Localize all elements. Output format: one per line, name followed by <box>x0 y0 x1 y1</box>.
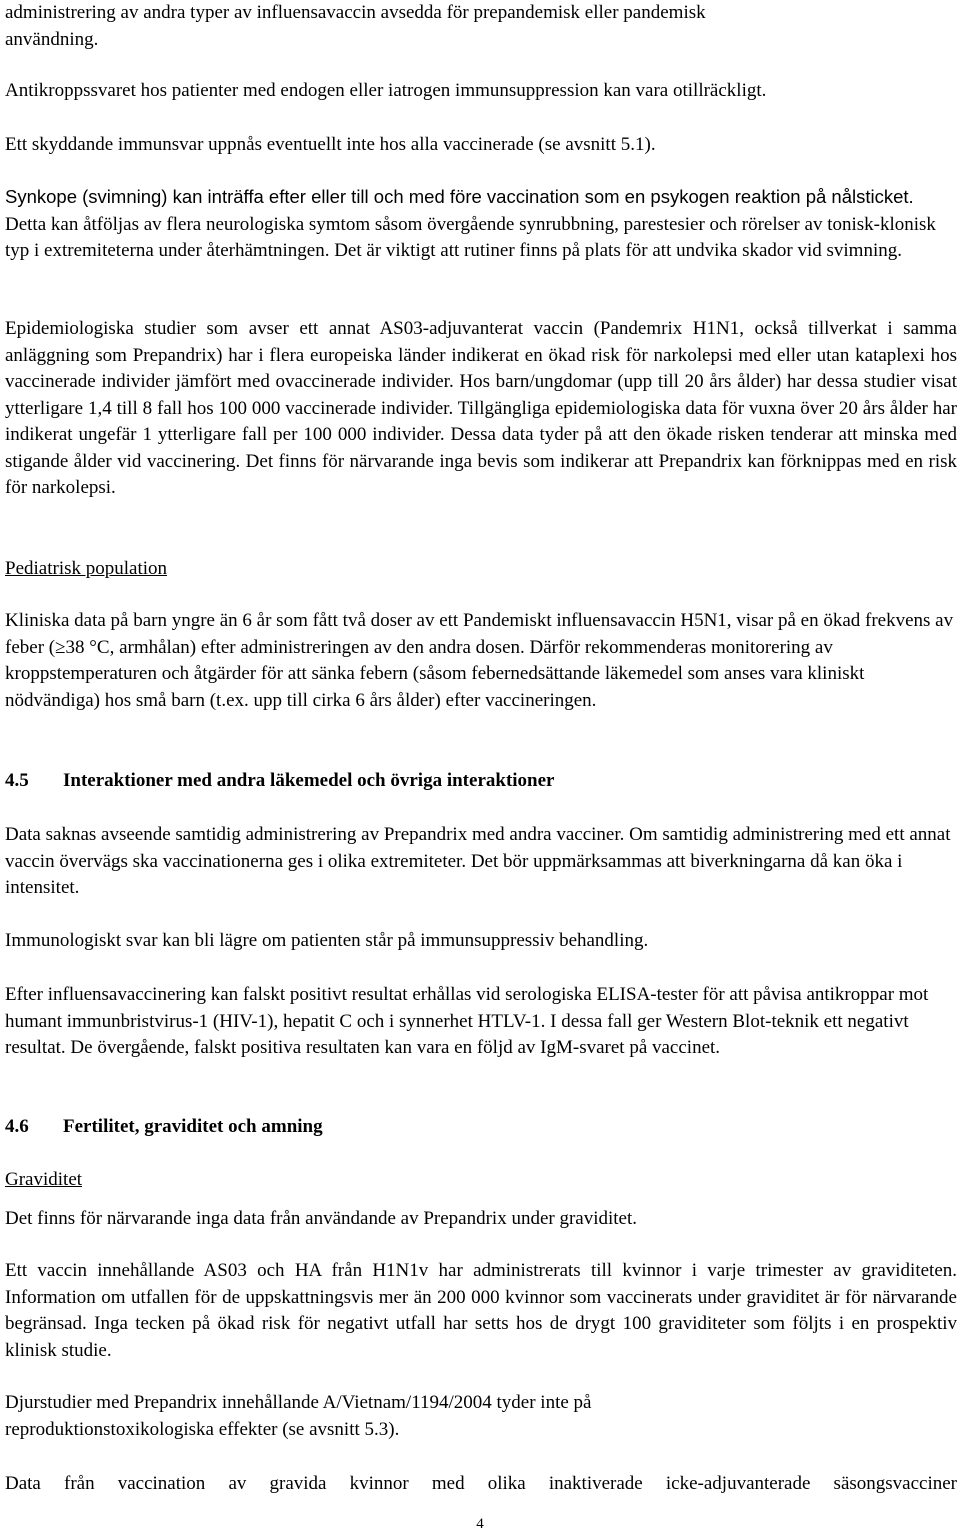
paragraph-continuation <box>5 0 957 53</box>
subheading-graviditet: Graviditet <box>5 1169 83 1190</box>
text-line: reproduktionstoxikologiska effekter (se avsnitt 5.3). <box>5 1418 400 1440</box>
subheading-pediatric-population: Pediatrisk population <box>5 558 168 579</box>
section-number: 4.5 <box>5 770 29 791</box>
paragraph-syncope <box>5 184 957 265</box>
pediatric-text-b: 38 °C, armhålan) efter administreringen av den andra dosen. Därför rekommenderas monitorering av kroppstemperaturen och åtgärder för att sänka febern (såsom febernedsättande läkemedel som anses vara kliniskt nödvändiga) hos små barn (t.ex. upp till cirka 6 års ålder) efter vaccineringen. <box>5 636 865 711</box>
section-title: Interaktioner med andra läkemedel och övriga interaktioner <box>63 770 555 791</box>
paragraph-animal-studies <box>5 1390 957 1443</box>
paragraph-seasonal-vaccines: Data från vaccination av gravida kvinnor med olika inaktiverade icke-adjuvanterade säsongsvacciner <box>5 1473 957 1494</box>
section-heading-4-6 <box>5 1114 957 1141</box>
paragraph-immunosuppressive: Immunologiskt svar kan bli lägre om patienten står på immunsuppressiv behandling. <box>5 930 649 951</box>
paragraph-elisa: Efter influensavaccinering kan falskt positivt resultat erhållas vid serologiska ELISA-tester för att påvisa antikroppar mot humant immunbristvirus-1 (HIV-1), hepatit C och i synnerhet HTLV-1. I dessa fall ger Western Blot-teknik ett negativt resultat. De övergående, falskt positiva resultaten kan vara en följd av IgM-svaret på vaccinet. <box>5 984 929 1058</box>
paragraph-coadministration: Data saknas avseende samtidig administrering av Prepandrix med andra vacciner. Om samtidig administrering med ett annat vaccin övervägs ska vaccinationerna ges i olika extremiteter. Det bör uppmärksammas att biverkningarna då kan öka i intensitet. <box>5 824 951 898</box>
text-line: användning. <box>5 28 99 50</box>
section-title: Fertilitet, graviditet och amning <box>63 1116 323 1137</box>
greater-equal-symbol: ≥ <box>55 636 66 658</box>
paragraph-protective-immunity: Ett skyddande immunsvar uppnås eventuellt inte hos alla vaccinerade (se avsnitt 5.1). <box>5 134 656 155</box>
section-heading-4-5 <box>5 768 957 795</box>
paragraph-pediatric-fever <box>5 608 957 714</box>
syncope-details: Detta kan åtföljas av flera neurologiska symtom såsom övergående synrubbning, parestesier och rörelser av tonisk-klonisk typ i extremiteterna under återhämtningen. Det är viktigt att rutiner finns på plats för att undvika skador vid svimning. <box>5 213 936 261</box>
pediatric-text-a: Kliniska data på barn yngre än 6 år som fått två doser av ett Pandemiskt influensavaccin H5N1, visar på en ökad frekvens av feber ( <box>5 610 954 658</box>
paragraph-narcolepsy: Epidemiologiska studier som avser ett annat AS03-adjuvanterat vaccin (Pandemrix H1N1, också tillverkat i samma anläggning som Prepandrix) har i flera europeiska länder indikerat en ökad risk för narkolepsi med eller utan kataplexi hos vaccinerade individer jämfört med ovaccinerade individer. Hos barn/ungdomar (upp till 20 års ålder) har dessa studier visat ytterligare 1,4 till 8 fall hos 100 000 vaccinerade individer. Tillgängliga epidemiologiska data för vuxna över 20 års ålder har indikerat ungefär 1 ytterligare fall per 100 000 individer. Dessa data tyder på att den ökade risken tenderar att minska med stigande ålder vid vaccinering. Det finns för närvarande inga bevis som indikerar att Prepandrix kan förknippas med en risk för narkolepsi. <box>5 318 957 498</box>
paragraph-no-pregnancy-data: Det finns för närvarande inga data från användande av Prepandrix under graviditet. <box>5 1208 638 1229</box>
text-line: administrering av andra typer av influensavaccin avsedda för prepandemisk eller pandemisk <box>5 2 706 23</box>
page-number: 4 <box>476 1516 484 1532</box>
paragraph-antibody-response: Antikroppssvaret hos patienter med endogen eller iatrogen immunsuppression kan vara otillräckligt. <box>5 80 767 101</box>
paragraph-h1n1v-pregnancy: Ett vaccin innehållande AS03 och HA från H1N1v har administrerats till kvinnor i varje trimester av graviditeten. Information om utfallen för de uppskattningsvis mer än 200 000 kvinnor som vaccinerats under graviditet är för närvarande begränsad. Inga tecken på ökad risk för negativt utfall har setts hos de drygt 100 graviditeter som följts i en prospektiv klinisk studie. <box>5 1260 957 1361</box>
syncope-sentence: Synkope (svimning) kan inträffa efter eller till och med före vaccination som en psykogen reaktion på nålsticket. <box>5 186 914 207</box>
text-line: Djurstudier med Prepandrix innehållande A/Vietnam/1194/2004 tyder inte på <box>5 1392 592 1413</box>
section-number: 4.6 <box>5 1116 29 1137</box>
